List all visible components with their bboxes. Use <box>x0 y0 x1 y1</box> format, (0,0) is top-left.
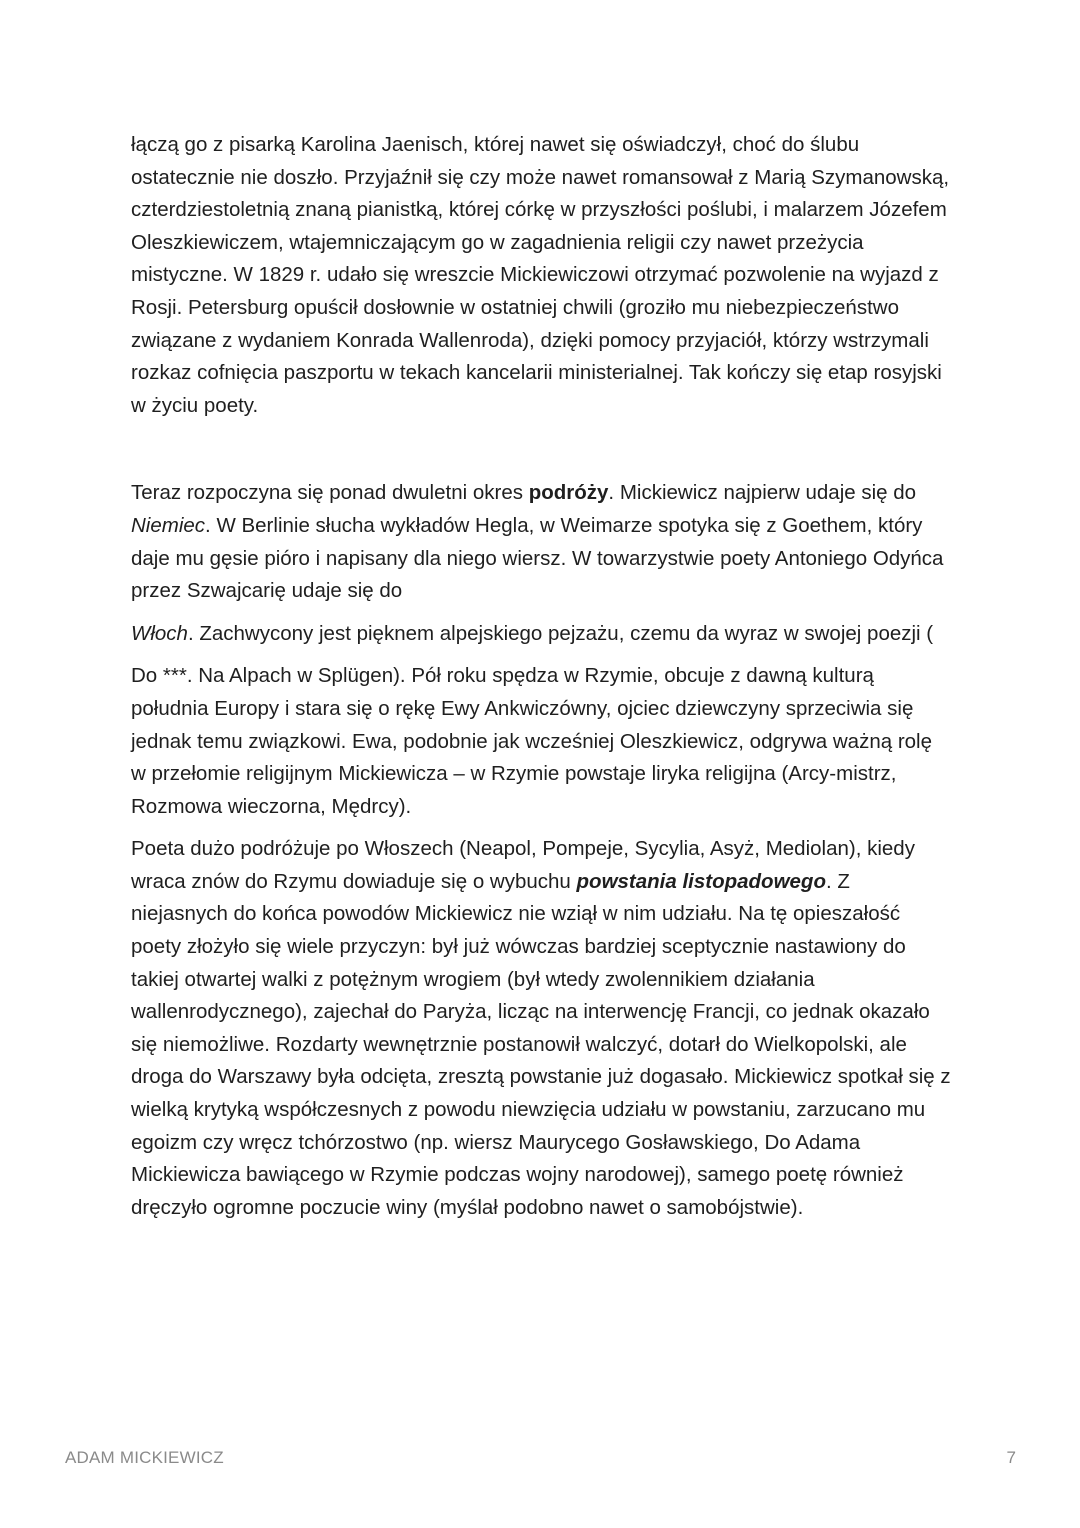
paragraph-text-a: Poeta dużo podróżuje po Włoszech (Neapol, Pompeje, Sycylia, Asyż, Mediolan), kiedy wraca znów do Rzymu dowiaduje się o wybuchu <box>131 837 915 893</box>
emphasis-november-uprising: powstania listopadowego <box>576 869 826 893</box>
paragraph-travels <box>131 477 951 607</box>
paragraph-text: łączą go z pisarką Karolina Jaenisch, której nawet się oświadczył, choć do ślubu ostatecznie nie doszło. Przyjaźnił się czy może nawet romansował z Marią Szymanowską, czterdziestoletnią znaną pianistką, której córkę w przyszłości poślubi, i malarzem Józefem Oleszkiewiczem, wtajemniczającym go w zagadnienia religii czy nawet przeżycia mistyczne. W 1829 r. udało się wreszcie Mickiewiczowi otrzymać pozwolenie na wyjazd z Rosji. Petersburg opuścił dosłownie w ostatniej chwili (groziło mu niebezpieczeństwo związane z wydaniem Konrada Wallenroda), dzięki pomocy przyjaciół, którzy wstrzymali rozkaz cofnięcia paszportu w tekach kancelarii ministerialnej. Tak kończy się etap rosyjski w życiu poety. <box>131 133 950 417</box>
paragraph-uprising <box>131 833 951 1224</box>
paragraph-petersburg <box>131 129 951 422</box>
paragraph-text-c: . W Berlinie słucha wykładów Hegla, w Weimarze spotyka się z Goethem, który daje mu gęsie pióro i napisany dla niego wiersz. W towarzystwie poety Antoniego Odyńca przez Szwajcarię udaje się do <box>131 513 944 603</box>
paragraph-rome <box>131 660 951 823</box>
page-body <box>131 129 951 1224</box>
emphasis-travels: podróży <box>528 481 609 505</box>
emphasis-italy: Włoch <box>131 621 188 645</box>
page-number: 7 <box>1006 1448 1016 1467</box>
paragraph-text-b: . Mickiewicz najpierw udaje się do <box>608 481 917 505</box>
emphasis-germany: Niemiec <box>131 513 206 537</box>
paragraph-text-a: Teraz rozpoczyna się ponad dwuletni okres <box>131 481 529 505</box>
paragraph-italy <box>131 618 951 651</box>
paragraph-text-a: . Zachwycony jest pięknem alpejskiego pejzażu, czemu da wyraz w swojej poezji ( <box>187 621 934 645</box>
footer-title: ADAM MICKIEWICZ <box>65 1448 224 1467</box>
paragraph-text: Do ***. Na Alpach w Splügen). Pół roku spędza w Rzymie, obcuje z dawną kulturą południa Europy i stara się o rękę Ewy Ankwiczówny, ojciec dziewczyny sprzeciwia się jednak temu związkowi. Ewa, podobnie jak wcześniej Oleszkiewicz, odgrywa ważną rolę w przełomie religijnym Mickiewicza – w Rzymie powstaje liryka religijna (Arcy-mistrz, Rozmowa wieczorna, Mędrcy). <box>131 664 933 818</box>
paragraph-text-b: . Z niejasnych do końca powodów Mickiewicz nie wziął w nim udziału. Na tę opieszałość poety złożyło się wiele przyczyn: był już wówczas bardziej sceptycznie nastawiony do takiej otwartej walki z potężnym wrogiem (był wtedy zwolennikiem działania wallenrodycznego), zajechał do Paryża, licząc na interwencję Francji, co jednak okazało się niemożliwe. Rozdarty wewnętrznie postanowił walczyć, dotarł do Wielkopolski, ale droga do Warszawy była odcięta, zresztą powstanie już dogasało. Mickiewicz spotkał się z wielką krytyką współczesnych z powodu niewzięcia udziału w powstaniu, zarzucano mu egoizm czy wręcz tchórzostwo (np. wiersz Maurycego Gosławskiego, Do Adama Mickiewicza bawiącego w Rzymie podczas wojny narodowej), samego poetę również dręczyło ogromne poczucie winy (myślał podobno nawet o samobójstwie). <box>131 869 951 1219</box>
